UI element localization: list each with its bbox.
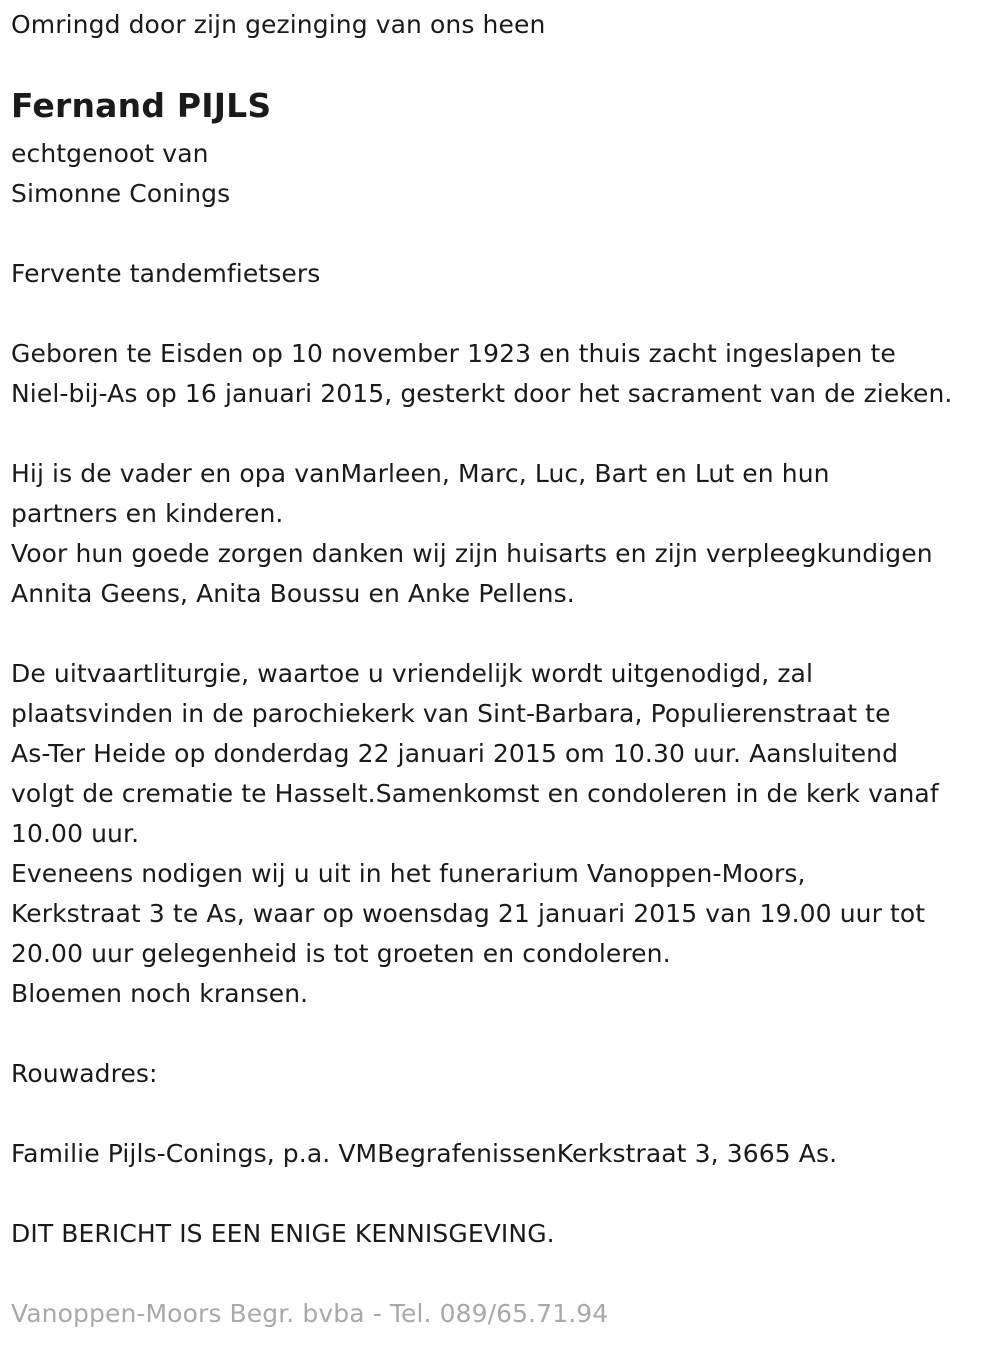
deceased-name: Fernand PIJLS — [11, 86, 272, 125]
family-line: Annita Geens, Anita Boussu en Anke Pellens. — [11, 579, 575, 608]
relation-label: echtgenoot van — [11, 139, 209, 168]
birth-death-line: Geboren te Eisden op 10 november 1923 en thuis zacht ingeslapen te — [11, 339, 896, 368]
funeral-line: plaatsvinden in de parochiekerk van Sint-Barbara, Populierenstraat te — [11, 699, 891, 728]
footer-credit: Vanoppen-Moors Begr. bvba - Tel. 089/65.71.94 — [11, 1299, 609, 1328]
funeral-line: As-Ter Heide op donderdag 22 januari 2015 om 10.30 uur. Aansluitend — [11, 739, 899, 768]
notice-text: DIT BERICHT IS EEN ENIGE KENNISGEVING. — [11, 1219, 555, 1248]
funeral-line: 10.00 uur. — [11, 819, 140, 848]
spouse-name: Simonne Conings — [11, 179, 231, 208]
funeral-line: Bloemen noch kransen. — [11, 979, 309, 1008]
address-value: Familie Pijls-Conings, p.a. VMBegrafenissenKerkstraat 3, 3665 As. — [11, 1139, 838, 1168]
intro-text: Omringd door zijn gezinging van ons heen — [11, 10, 546, 39]
family-line: partners en kinderen. — [11, 499, 284, 528]
funeral-line: Eveneens nodigen wij u uit in het funerarium Vanoppen-Moors, — [11, 859, 806, 888]
family-line: Voor hun goede zorgen danken wij zijn huisarts en zijn verpleegkundigen — [11, 539, 933, 568]
family-line: Hij is de vader en opa vanMarleen, Marc, Luc, Bart en Lut en hun — [11, 459, 830, 488]
funeral-line: Kerkstraat 3 te As, waar op woensdag 21 januari 2015 van 19.00 uur tot — [11, 899, 926, 928]
birth-death-line: Niel-bij-As op 16 januari 2015, gesterkt door het sacrament van de zieken. — [11, 379, 953, 408]
funeral-line: volgt de crematie te Hasselt.Samenkomst en condoleren in de kerk vanaf — [11, 779, 939, 808]
funeral-line: De uitvaartliturgie, waartoe u vriendelijk wordt uitgenodigd, zal — [11, 659, 814, 688]
motto-text: Fervente tandemfietsers — [11, 259, 321, 288]
address-label: Rouwadres: — [11, 1059, 158, 1088]
funeral-line: 20.00 uur gelegenheid is tot groeten en condoleren. — [11, 939, 671, 968]
